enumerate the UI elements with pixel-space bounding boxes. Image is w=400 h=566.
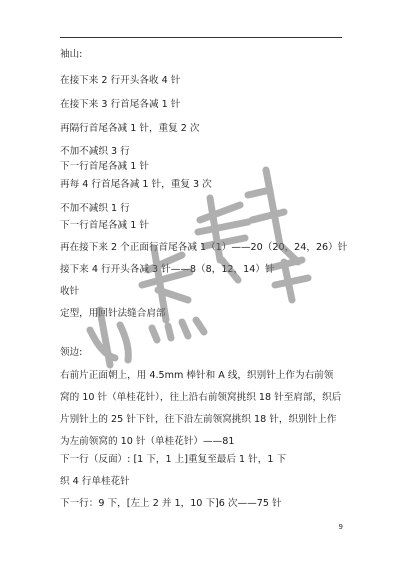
- sleeve-cap-line-12: 定型，用回针法缝合肩部: [60, 308, 166, 319]
- page-number: 9: [338, 523, 343, 531]
- sleeve-cap-line-4: 不加不减织 3 行: [60, 146, 130, 157]
- sleeve-cap-line-3: 再隔行首尾各减 1 针，重复 2 次: [60, 123, 200, 134]
- sleeve-cap-line-9: 再在接下来 2 个正面行首尾各减 1（1）——20（20，24，26）针: [60, 242, 348, 253]
- collar-line-2: 织 4 行单桂花针: [60, 476, 130, 487]
- sleeve-cap-heading: 袖山:: [60, 49, 83, 60]
- header-rule: [60, 37, 342, 38]
- sleeve-cap-line-6: 再每 4 行首尾各减 1 针，重复 3 次: [60, 179, 212, 190]
- sleeve-cap-line-5: 下一行首尾各减 1 针: [60, 161, 149, 172]
- collar-line-3: 下一行：9 下，[左上 2 并 1，10 下]6 次——75 针: [60, 498, 282, 509]
- sleeve-cap-line-11: 收针: [60, 286, 80, 297]
- collar-line-1: 下一行（反面）: [1 下，1 上]重复至最后 1 针，1 下: [60, 454, 287, 465]
- sleeve-cap-line-8: 下一行首尾各减 1 针: [60, 220, 149, 231]
- collar-paragraph: 右前片正面朝上，用 4.5mm 棒针和 A 线，织别针上作为右前领窝的 10 针（单桂花针），往上沿右前领窝挑织 18 针至肩部，织后片别针上的 25 针下针，往下沿左前领窝挑织 18 针，织别针上作为左前领窝的 10 针（单桂花针）——81: [60, 370, 342, 447]
- sleeve-cap-line-10: 接下来 4 行开头各减 3 针——8（8，12，14）针: [60, 264, 275, 275]
- sleeve-cap-line-1: 在接下来 2 行开头各收 4 针: [60, 75, 181, 86]
- sleeve-cap-line-2: 在接下来 3 行首尾各减 1 针: [60, 99, 181, 110]
- collar-heading: 领边:: [60, 347, 83, 358]
- sleeve-cap-line-7: 不加不减织 1 行: [60, 203, 130, 214]
